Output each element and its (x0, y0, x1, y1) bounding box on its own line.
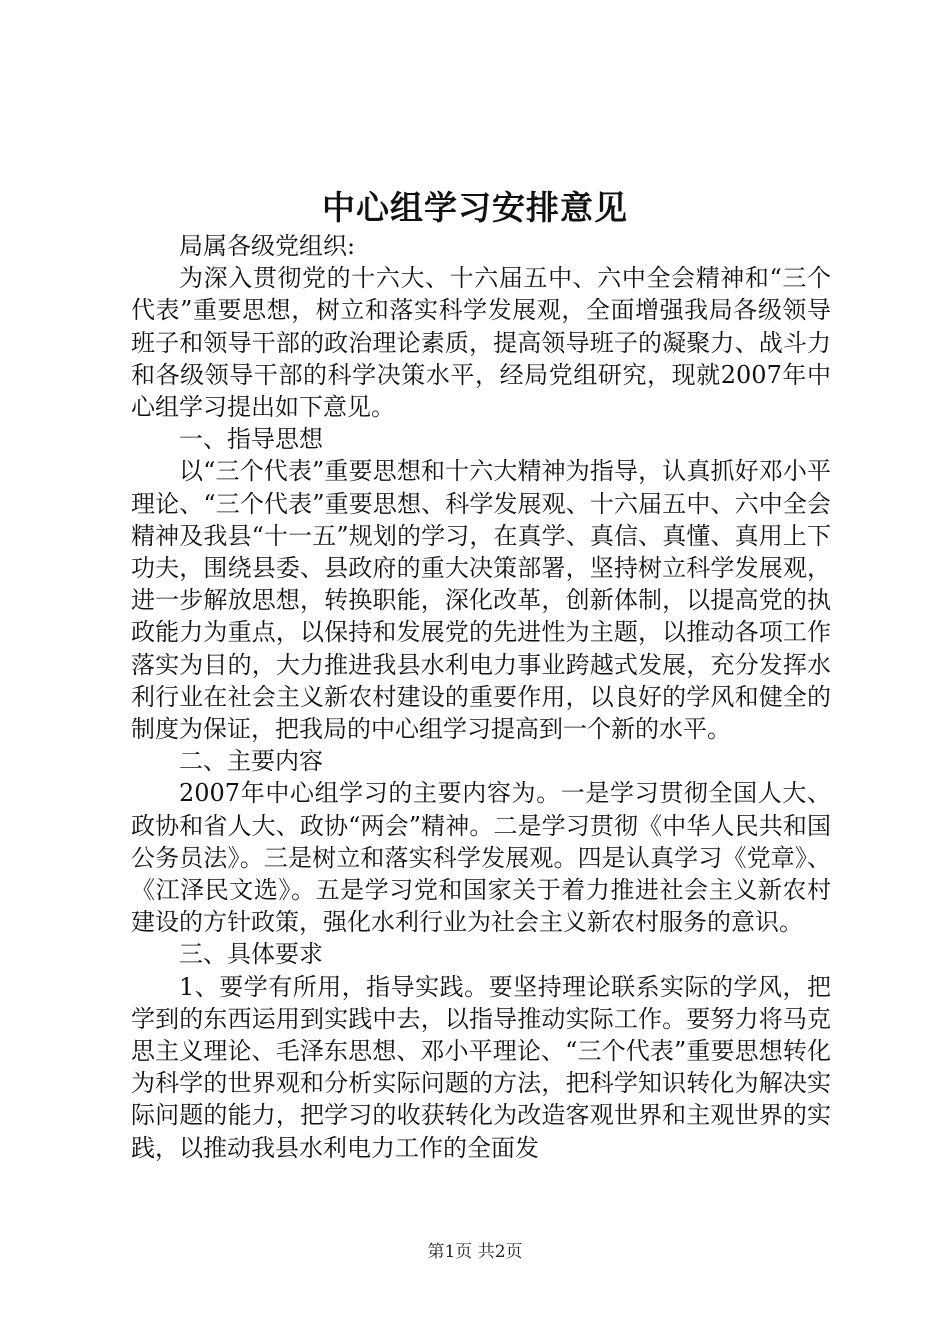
section-heading-main-content: 二、主要内容 (179, 747, 323, 776)
paragraph-intro: 为深入贯彻党的十六大、十六届五中、六中全会精神和“三个代表”重要思想，树立和落实科学发展观，全面增强我局各级领导班子和领导干部的政治理论素质，提高领导班子的凝聚力、战斗力和各级领导干部的科学决策水平，经局党组研究，现就2007年中心组学习提出如下意见。 (131, 264, 831, 422)
section-heading-specific-requirements: 三、具体要求 (179, 940, 323, 969)
paragraph-guiding-ideology: 以“三个代表”重要思想和十六大精神为指导，认真抓好邓小平理论、“三个代表”重要思想、科学发展观、十六届五中、六中全会精神及我县“十一五”规划的学习，在真学、真信、真懂、真用上下功夫，围绕县委、县政府的重大决策部署，坚持树立科学发展观，进一步解放思想，转换职能，深化改革，创新体制，以提高党的执政能力为重点，以保持和发展党的先进性为主题，以推动各项工作落实为目的，大力推进我县水利电力事业跨越式发展，充分发挥水利行业在社会主义新农村建设的重要作用，以良好的学风和健全的制度为保证，把我局的中心组学习提高到一个新的水平。 (131, 457, 831, 744)
salutation: 局属各级党组织: (179, 232, 356, 260)
paragraph-requirement-1: 1、要学有所用，指导实践。要坚持理论联系实际的学风，把学到的东西运用到实践中去，以指导推动实际工作。要努力将马克思主义理论、毛泽东思想、邓小平理论、“三个代表”重要思想转化为科学的世界观和分析实际问题的方法，把科学知识转化为解决实际问题的能力，把学习的收获转化为改造客观世界和主观世界的实践，以推动我县水利电力工作的全面发 (131, 972, 831, 1162)
page-footer: 第1页 共2页 (427, 1242, 523, 1262)
paragraph-main-content: 2007年中心组学习的主要内容为。一是学习贯彻全国人大、政协和省人大、政协“两会”精神。二是学习贯彻《中华人民共和国公务员法》。三是树立和落实科学发展观。四是认真学习《党章》、《江泽民文选》。五是学习党和国家关于着力推进社会主义新农村建设的方针政策，强化水利行业为社会主义新农村服务的意识。 (131, 779, 831, 937)
document-body (131, 230, 831, 1164)
section-heading-guiding-ideology: 一、指导思想 (179, 425, 323, 454)
document-title: 中心组学习安排意见 (322, 188, 628, 227)
